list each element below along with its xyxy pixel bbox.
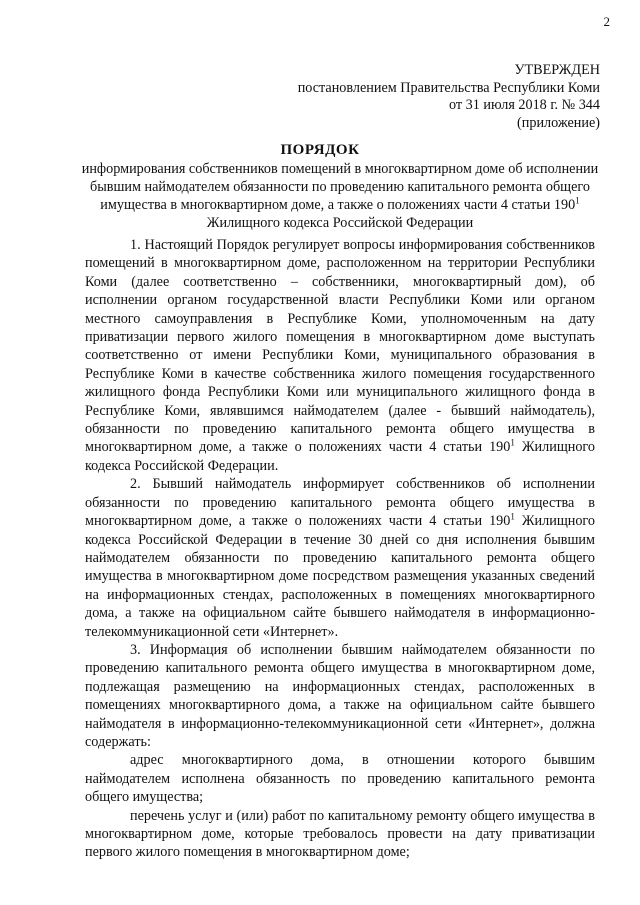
approval-date: от 31 июля 2018 г. № 344 — [449, 97, 600, 113]
paragraph-text: 1. Настоящий Порядок регулирует вопросы информирования собственников помещений в многоквартирном доме, расположенном на территории Республики Коми (далее соответственно – собственники, многоквартирный дом), об исполнении органом государственной власти Республики Коми или органом местного самоуправления в Республике Коми, уполномоченным на дату приватизации первого жилого помещения в многоквартирном доме выступать соответственно от имени Республики Коми, муниципального образования в Республике Коми в качестве собственника жилого помещения государственного жилищного фонда Республики Коми или муниципального жилищного фонда в Республике Коми, являвшимся наймодателем (далее - бывший наймодатель), обязанности по проведению капитального ремонта общего имущества в многоквартирном доме, а также о положениях части 4 статьи 190 — [85, 237, 595, 456]
approval-appendix: (приложение) — [517, 114, 600, 131]
subtitle-superscript: 1 — [575, 195, 580, 206]
superscript: 1 — [510, 511, 515, 522]
subtitle-text-end: Жилищного кодекса Российской Федерации — [206, 215, 474, 231]
paragraph-3: 3. Информация об исполнении бывшим наймодателем обязанности по проведению капитального ремонта общего имущества в многоквартирном доме, подлежащая размещению на информационных стендах, расположенных в помещениях многоквартирного дома, а также на официальном сайте бывшего наймодателя в информационно-телекоммуникационной сети «Интернет», должна содержать: — [85, 641, 595, 750]
document-subtitle — [80, 160, 600, 232]
approval-resolution: постановлением Правительства Республики Коми — [297, 79, 600, 96]
approval-block — [298, 62, 600, 132]
superscript: 1 — [510, 437, 515, 448]
paragraph-1 — [85, 236, 595, 475]
document-title: ПОРЯДОК — [280, 142, 360, 158]
approval-heading: УТВЕРЖДЕН — [514, 62, 600, 78]
page-number: 2 — [603, 14, 610, 29]
subtitle-text: информирования собственников помещений в многоквартирном доме об исполнении бывшим наймодателем обязанности по проведению капитального ремонта общего имущества в многоквартирном доме, а также о положениях части 4 статьи 190 — [81, 161, 599, 213]
paragraph-2 — [85, 475, 595, 641]
document-body — [85, 236, 595, 862]
paragraph-text: 2. Бывший наймодатель информирует собственников об исполнении обязанности по проведению капитального ремонта общего имущества в многоквартирном доме, а также о положениях части 4 статьи 190 — [85, 476, 595, 530]
paragraph-text-end: Жилищного кодекса Российской Федерации. — [85, 439, 595, 474]
paragraph-5: перечень услуг и (или) работ по капитальному ремонту общего имущества в многоквартирном доме, которые требовалось провести на дату приватизации первого жилого помещения в многоквартирном доме; — [85, 807, 595, 861]
paragraph-text-end: Жилищного кодекса Российской Федерации в течение 30 дней со дня исполнения бывшим наймодателем обязанности по проведению капитального ремонта общего имущества в многоквартирном доме посредством размещения указанных сведений на информационных стендах, расположенных в помещениях многоквартирного дома, а также на официальном сайте бывшего наймодателя в информационно-телекоммуникационной сети «Интернет». — [85, 513, 595, 640]
paragraph-4: адрес многоквартирного дома, в отношении которого бывшим наймодателем исполнена обязанность по проведению капитального ремонта общего имущества; — [85, 752, 595, 806]
